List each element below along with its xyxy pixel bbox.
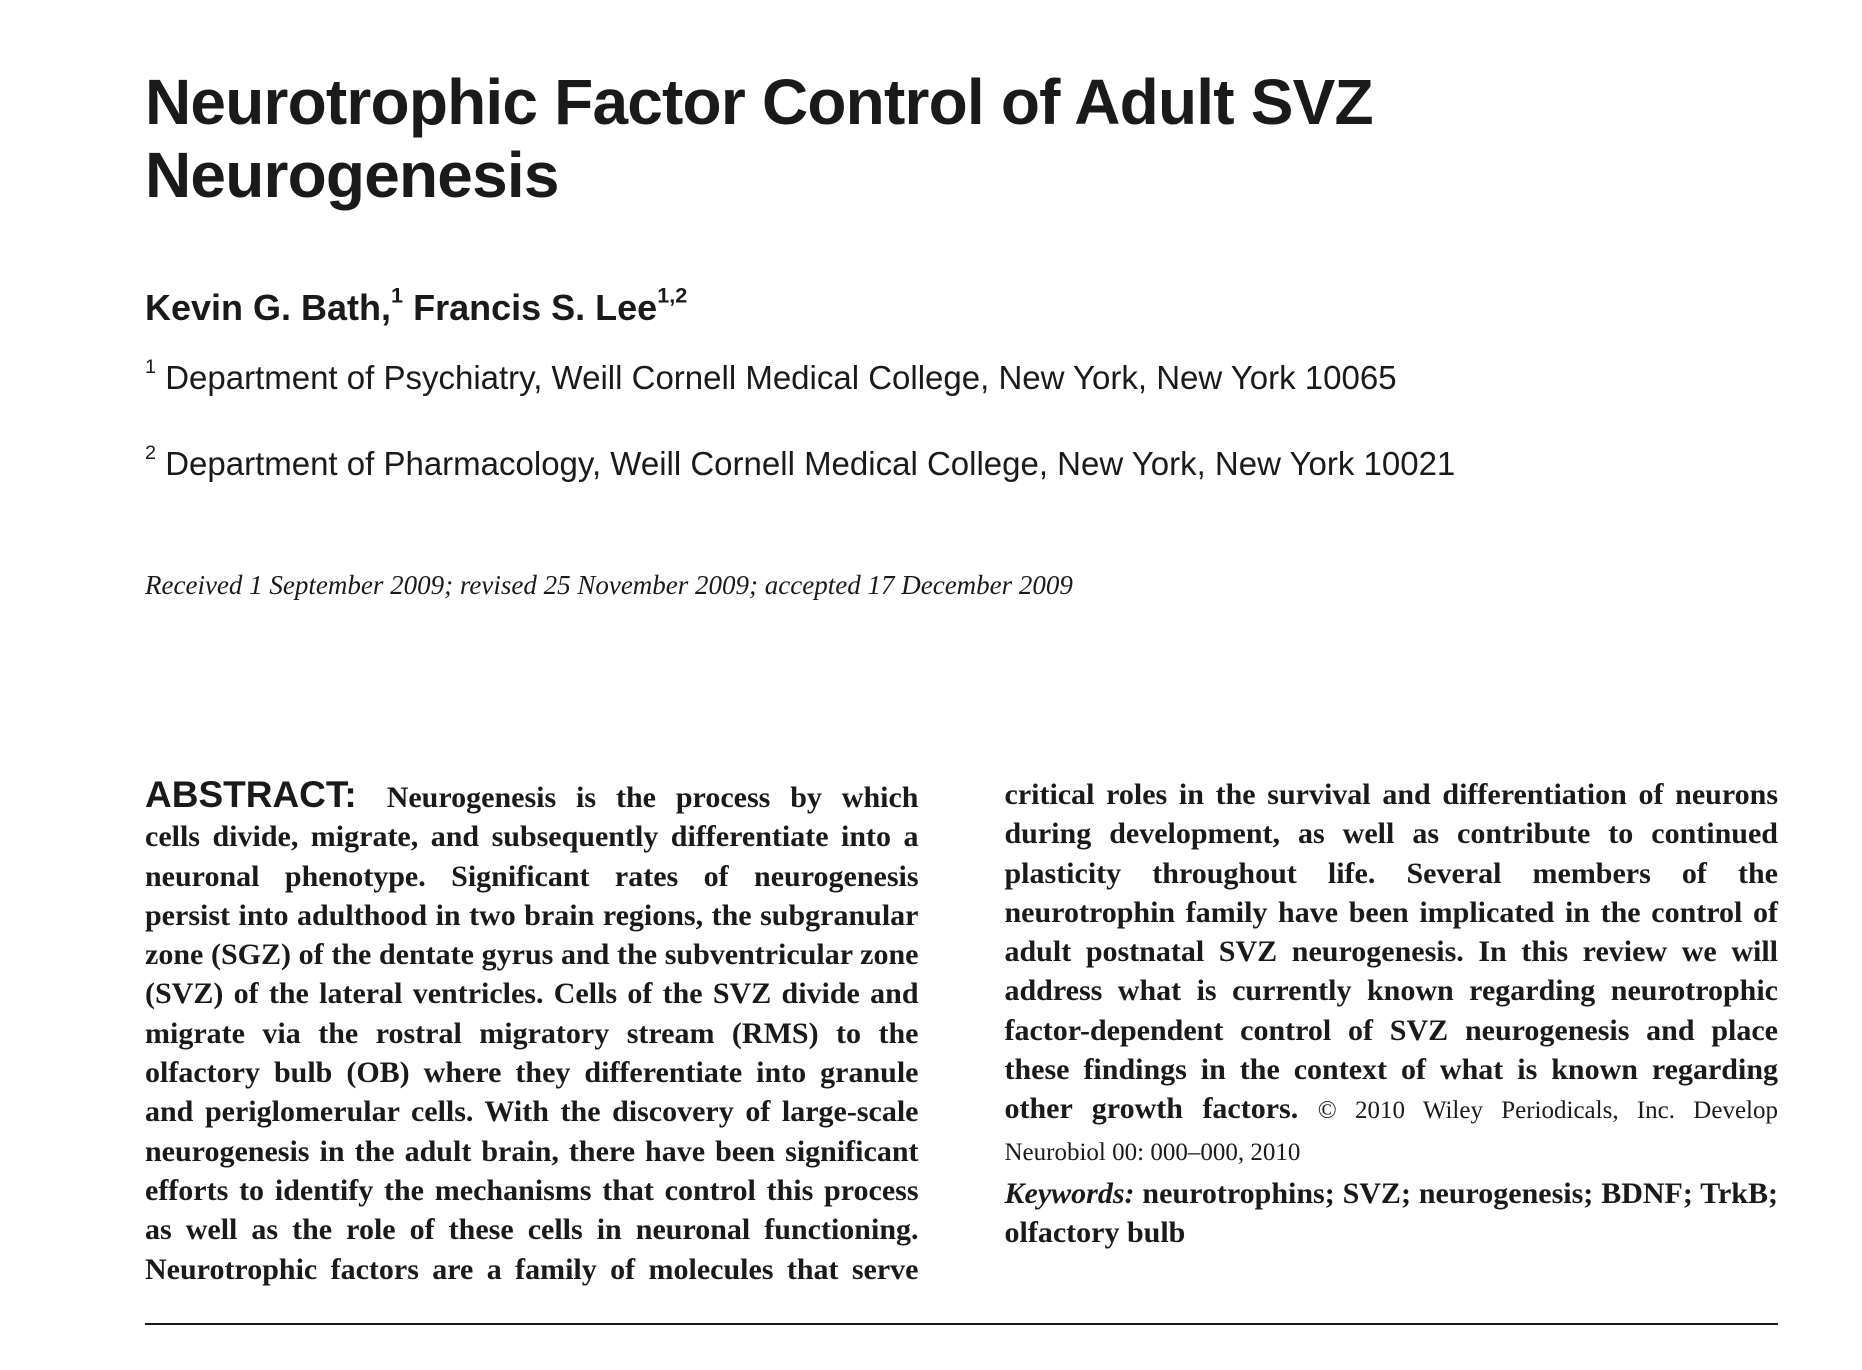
- affiliation-number: 1: [145, 356, 157, 379]
- keywords: [1005, 1174, 1779, 1253]
- abstract: [145, 775, 1778, 1295]
- article-title: [145, 66, 1645, 212]
- copyright-notice: © 2010 Wiley Periodicals, Inc. Develop Neurobiol 00: 000–000, 2010: [1004, 1097, 1778, 1166]
- author-list: [145, 282, 688, 330]
- keywords-list: neurotrophins; SVZ; neurogenesis; BDNF; TrkB; olfactory bulb: [1004, 1176, 1778, 1250]
- affiliation-text: Department of Psychiatry, Weill Cornell Medical College, New York, New York 10065: [165, 359, 1397, 396]
- affiliation-number: 2: [145, 442, 157, 465]
- received-dates: Received 1 September 2009; revised 25 November 2009; accepted 17 December 2009: [145, 570, 1073, 600]
- author-name: Kevin G. Bath,: [145, 287, 392, 328]
- affiliation-text: Department of Pharmacology, Weill Cornell Medical College, New York, New York 10021: [165, 445, 1456, 482]
- author-affiliation-mark: 1: [391, 282, 404, 308]
- abstract-heading: ABSTRACT:: [145, 774, 357, 815]
- author-affiliation-mark: 1,2: [657, 282, 688, 308]
- article-title-line-1: Neurotrophic Factor Control of Adult SVZ: [145, 66, 1373, 138]
- section-divider: [145, 1323, 1778, 1325]
- affiliation: [145, 444, 1455, 484]
- affiliation: [145, 358, 1397, 398]
- article-title-line-2: Neurogenesis: [145, 139, 559, 211]
- keywords-label: Keywords:: [1004, 1176, 1135, 1210]
- author-name: Francis S. Lee: [413, 287, 658, 328]
- abstract-body: Neurogenesis is the process by which cells divide, migrate, and subsequently differentiate into a neuronal phenotype. Significant rates of neurogenesis persist into adulthood in two brain regions, the subgranular zone (SGZ) of the dentate gyrus and the subventricular zone (SVZ) of the lateral ventricles. Cells of the SVZ divide and migrate via the rostral migratory stream (RMS) to the olfactory bulb (OB) where they differentiate into granule and periglomerular cells. With the discovery of large-scale neurogenesis in the adult brain, there have been significant efforts to identify the mechanisms that control this process as well as the role of these cells in neuronal functioning. Neurotrophic factors are a family of molecules that serve critical roles in the survival and differentiation of neurons during development, as well as contribute to continued plasticity throughout life. Several members of the neurotrophin family have been implicated in the control of adult postnatal SVZ neurogenesis. In this review we will address what is currently known regarding neurotrophic factor-dependent control of SVZ neurogenesis and place these findings in the context of what is known regarding other growth factors.: [145, 778, 1778, 1286]
